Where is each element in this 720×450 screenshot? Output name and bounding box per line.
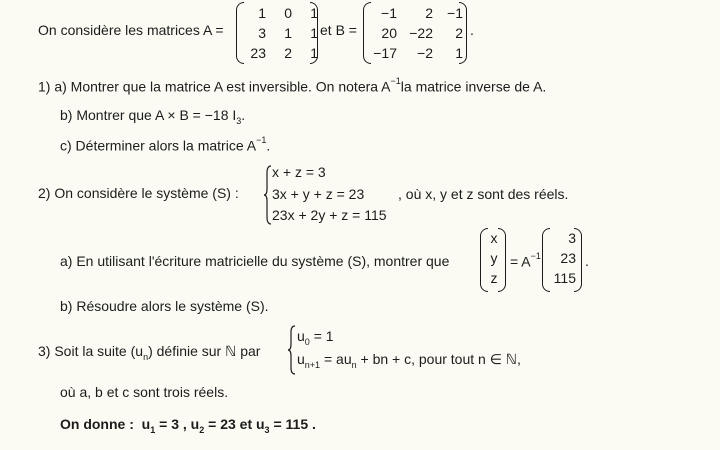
matrix-b-cell: 20 — [381, 25, 397, 41]
matrix-a-cell: 1 — [310, 25, 318, 41]
seq-u0-sub: 0 — [304, 336, 310, 347]
matrix-b — [363, 2, 467, 64]
seq-un1-rest: = au — [320, 351, 352, 367]
vector-xyz-cell: z — [490, 270, 498, 286]
q1b-sub: 3 — [236, 115, 242, 126]
q1c-end: . — [266, 137, 271, 154]
q2a-eq-mid: = A — [510, 253, 531, 270]
q1c-sup: −1 — [256, 135, 267, 145]
q2b-text: b) Résoudre alors le système (S). — [60, 298, 269, 314]
q3-u3-val: = 115 . — [269, 416, 316, 432]
q1a-line — [38, 78, 546, 95]
vector-xyz-cell: y — [490, 250, 498, 266]
system-tail: , où x, y et z sont des réels. — [398, 186, 569, 202]
matrix-b-cell: −1 — [447, 5, 463, 21]
seq-un-sub: n — [351, 359, 357, 370]
system-eq1: x + z = 3 — [272, 164, 326, 180]
vector-values-cell: 23 — [560, 250, 576, 266]
q2a-eq-sup: −1 — [530, 251, 541, 261]
matrix-b-cell: −17 — [373, 45, 397, 61]
intro-text: On considère les matrices A = — [38, 22, 224, 38]
matrix-b-cell: −22 — [409, 25, 433, 41]
matrix-a-cell: 23 — [250, 45, 266, 61]
q1b-end: . — [241, 107, 246, 123]
q1a-tail: la matrice inverse de A. — [400, 78, 547, 95]
q1b-text: b) Montrer que A × B = −18 I — [60, 107, 237, 123]
matrix-a — [236, 2, 318, 64]
system-brace — [264, 165, 268, 223]
vector-values-cell: 115 — [553, 270, 576, 286]
q3-given-label: On donne : — [60, 416, 134, 432]
q3-lead-mid: ) définie sur ℕ par — [148, 343, 261, 359]
q3-u3-sub: 3 — [264, 424, 270, 435]
matrix-b-cell: −2 — [417, 45, 433, 61]
seq-line2 — [297, 351, 521, 370]
seq-un1: u — [297, 351, 305, 367]
q3-u1: u — [141, 416, 151, 432]
q3-u2-sub: 2 — [199, 424, 205, 435]
q1a-sup: −1 — [390, 76, 401, 86]
vector-xyz-cell: x — [490, 230, 498, 246]
matrix-a-cell: 2 — [284, 45, 292, 61]
q1b-line — [60, 107, 245, 126]
q2-lead: 2) On considère le système (S) : — [38, 185, 239, 201]
seq-un1-tail: + bn + c, pour tout n ∈ ℕ, — [356, 351, 521, 367]
vector-xyz — [480, 228, 506, 292]
system-eq3: 23x + 2y + z = 115 — [272, 207, 387, 223]
q3-note: où a, b et c sont trois réels. — [60, 384, 229, 400]
q1a-text: 1) a) Montrer que la matrice A est inversible. On notera A — [38, 78, 391, 95]
q3-u1-val: = 3 , u — [155, 416, 200, 432]
q3-lead: 3) Soit la suite (u — [38, 343, 144, 359]
q2a-end: . — [585, 253, 589, 269]
q2a-text: a) En utilisant l'écriture matricielle du système (S), montrer que — [60, 253, 450, 269]
q3-lead-sub: n — [143, 351, 149, 362]
seq-u0: u — [297, 328, 305, 344]
q3-given-line — [60, 416, 316, 435]
matrix-a-cell: 1 — [310, 45, 318, 61]
matrix-b-cell: 2 — [455, 25, 463, 41]
q1c-text: c) Déterminer alors la matrice A — [60, 137, 257, 154]
matrix-a-cell: 0 — [284, 5, 292, 21]
matrix-a-cell: 3 — [258, 25, 266, 41]
intro-end: . — [470, 22, 474, 38]
q3-u2-val: = 23 et u — [204, 416, 265, 432]
q3-u1-sub: 1 — [150, 424, 156, 435]
vector-values — [542, 228, 582, 292]
matrix-b-cell: 2 — [425, 5, 433, 21]
seq-un1-sub: n+1 — [304, 359, 321, 370]
matrix-b-cell: 1 — [455, 45, 463, 61]
q3-lead-line — [38, 343, 260, 362]
connector-text: et B = — [320, 22, 357, 38]
system-eq2: 3x + y + z = 23 — [272, 186, 365, 202]
q2a-eq — [510, 253, 541, 270]
q1c-line — [60, 137, 270, 154]
vector-values-cell: 3 — [568, 230, 576, 246]
matrix-a-cell: 1 — [258, 5, 266, 21]
sequence-brace — [288, 325, 296, 375]
seq-u0-val: = 1 — [309, 328, 334, 344]
matrix-b-cell: −1 — [381, 5, 397, 21]
seq-line1 — [297, 328, 334, 347]
matrix-a-cell: 1 — [284, 25, 292, 41]
matrix-a-cell: 1 — [310, 5, 318, 21]
